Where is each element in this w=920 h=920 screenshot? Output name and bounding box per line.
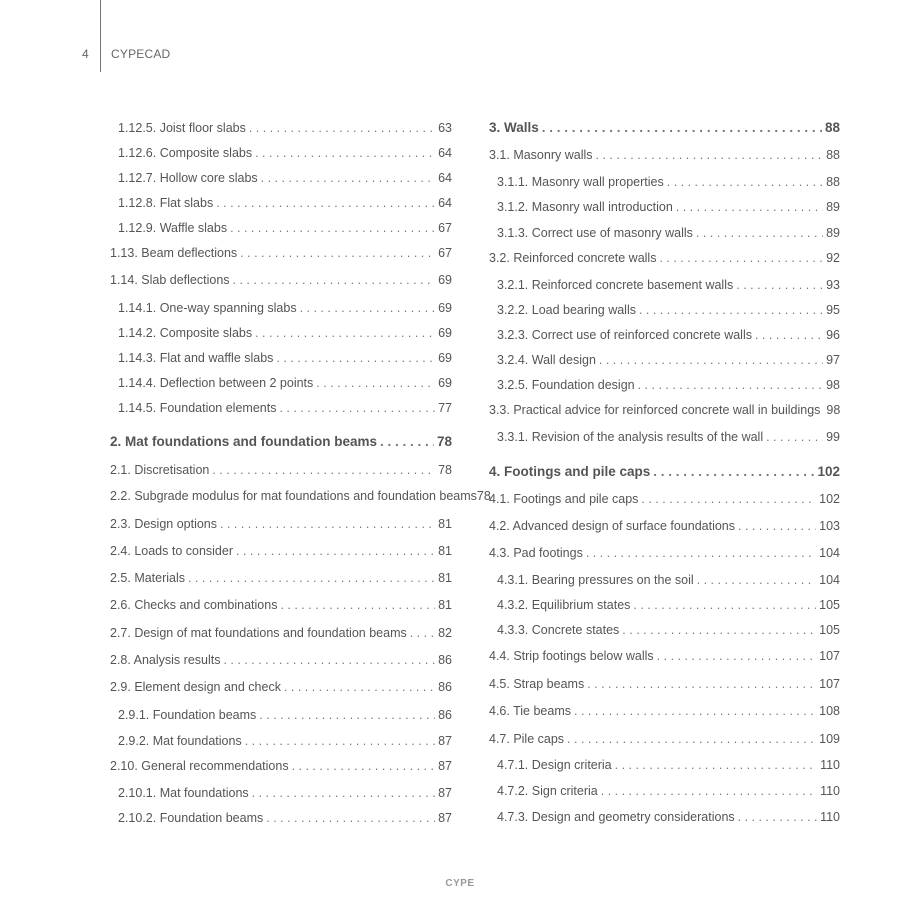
toc-entry-label: 2.10. General recommendations xyxy=(110,759,289,773)
toc-dot-leader xyxy=(223,652,435,668)
toc-entry-label: 2.9. Element design and check xyxy=(110,680,281,694)
toc-entry-page: 89 xyxy=(826,200,840,214)
toc-entry-label: 1.14.1. One-way spanning slabs xyxy=(118,301,297,315)
toc-entry[interactable] xyxy=(489,225,840,241)
toc-entry-label: 3.1.2. Masonry wall introduction xyxy=(497,200,673,214)
toc-dot-leader xyxy=(738,518,816,534)
toc-entry-page: 67 xyxy=(438,246,452,260)
toc-entry-page: 64 xyxy=(438,196,452,210)
running-header-title: CYPECAD xyxy=(111,47,171,61)
toc-entry-page: 96 xyxy=(826,328,840,342)
toc-entry[interactable] xyxy=(489,174,840,190)
toc-entry-label: 1.12.7. Hollow core slabs xyxy=(118,171,258,185)
toc-entry-label: 4.7. Pile caps xyxy=(489,732,565,746)
toc-dot-leader xyxy=(659,250,823,266)
toc-entry-page: 69 xyxy=(438,351,452,365)
toc-entry-label: 1.14.2. Composite slabs xyxy=(118,326,253,340)
toc-entry-page: 89 xyxy=(826,226,840,240)
toc-entry[interactable] xyxy=(489,199,840,215)
toc-dot-leader xyxy=(276,350,435,366)
toc-entry-label: 4.7.2. Sign criteria xyxy=(497,784,598,798)
toc-dot-leader xyxy=(615,757,817,773)
toc-entry-label: 3.2.2. Load bearing walls xyxy=(497,303,636,317)
toc-entry-label: 3.2.5. Foundation design xyxy=(497,378,635,392)
toc-entry-label: 2.5. Materials xyxy=(110,571,186,585)
toc-dot-leader xyxy=(638,377,823,393)
toc-entry-label: 4.5. Strap beams xyxy=(489,677,585,691)
toc-dot-leader xyxy=(653,464,814,480)
toc-entry-page: 81 xyxy=(438,544,452,558)
toc-entry-label: 2.8. Analysis results xyxy=(110,653,221,667)
toc-entry-page: 78 xyxy=(476,489,491,503)
toc-entry[interactable] xyxy=(110,120,452,136)
toc-entry-page: 78 xyxy=(436,434,452,449)
toc-entry[interactable] xyxy=(110,400,452,416)
toc-entry-label: 3.1. Masonry walls xyxy=(489,148,593,162)
toc-dot-leader xyxy=(300,300,436,316)
toc-entry-page: 88 xyxy=(826,175,840,189)
toc-entry[interactable] xyxy=(110,245,452,261)
toc-entry-label: 1.12.5. Joist floor slabs xyxy=(118,121,246,135)
toc-dot-leader xyxy=(280,597,435,613)
toc-entry-page: 64 xyxy=(438,171,452,185)
toc-entry[interactable] xyxy=(110,785,452,801)
toc-entry[interactable] xyxy=(489,302,840,318)
toc-entry[interactable] xyxy=(489,327,840,343)
toc-dot-leader xyxy=(599,352,823,368)
toc-dot-leader xyxy=(586,545,816,561)
toc-entry-label: 4.2. Advanced design of surface foundations xyxy=(489,519,736,533)
toc-entry[interactable] xyxy=(110,679,452,695)
toc-entry-label: 2.9.2. Mat foundations xyxy=(118,734,242,748)
toc-entry-label: 1.12.8. Flat slabs xyxy=(118,196,214,210)
toc-entry[interactable] xyxy=(489,352,840,368)
toc-entry-label: 3. Walls xyxy=(489,120,539,135)
header-divider xyxy=(100,0,101,72)
toc-entry-label: 4. Footings and pile caps xyxy=(489,464,651,479)
toc-entry-page: 87 xyxy=(438,759,452,773)
toc-entry-label: 3.2.1. Reinforced concrete basement walls xyxy=(497,278,734,292)
toc-entry-page: 63 xyxy=(438,121,452,135)
toc-dot-leader xyxy=(755,327,823,343)
toc-entry-page: 103 xyxy=(819,519,840,533)
toc-entry-label: 2.3. Design options xyxy=(110,517,218,531)
toc-entry-label: 4.3.2. Equilibrium states xyxy=(497,598,631,612)
toc-entry-label: 3.3. Practical advice for reinforced concrete wall in buildings xyxy=(489,403,821,417)
toc-dot-leader xyxy=(657,648,816,664)
toc-entry-page: 110 xyxy=(820,810,840,824)
toc-dot-leader xyxy=(255,145,435,161)
toc-entry[interactable] xyxy=(110,462,452,478)
toc-entry-page: 104 xyxy=(819,546,840,560)
toc-entry[interactable] xyxy=(489,518,840,534)
toc-dot-leader xyxy=(212,462,435,478)
toc-entry-page: 64 xyxy=(438,146,452,160)
toc-dot-leader xyxy=(266,810,435,826)
toc-dot-leader xyxy=(249,120,435,136)
toc-entry-page: 107 xyxy=(819,649,840,663)
toc-dot-leader xyxy=(542,120,822,136)
toc-entry-page: 81 xyxy=(438,598,452,612)
toc-dot-leader xyxy=(292,758,436,774)
toc-entry-page: 98 xyxy=(826,403,841,417)
toc-entry-label: 1.14. Slab deflections xyxy=(110,273,230,287)
toc-entry[interactable] xyxy=(489,464,840,480)
toc-entry-page: 95 xyxy=(826,303,840,317)
toc-dot-leader xyxy=(240,245,435,261)
toc-entry-page: 69 xyxy=(438,301,452,315)
toc-entry-label: 4.7.1. Design criteria xyxy=(497,758,612,772)
toc-dot-leader xyxy=(641,491,816,507)
toc-entry[interactable] xyxy=(110,300,452,316)
toc-entry-label: 1.14.4. Deflection between 2 points xyxy=(118,376,314,390)
toc-entry[interactable] xyxy=(489,783,840,799)
toc-entry-label: 2.6. Checks and combinations xyxy=(110,598,278,612)
toc-entry-label: 2.9.1. Foundation beams xyxy=(118,708,257,722)
toc-dot-leader xyxy=(252,785,435,801)
toc-dot-leader xyxy=(622,622,816,638)
footer-brand: CYPE xyxy=(445,878,475,889)
toc-entry[interactable] xyxy=(489,491,840,507)
toc-dot-leader xyxy=(284,679,435,695)
toc-entry-page: 82 xyxy=(438,626,452,640)
page-number: 4 xyxy=(82,47,89,61)
toc-dot-leader xyxy=(567,731,816,747)
toc-entry-page: 87 xyxy=(438,811,452,825)
toc-entry-page: 92 xyxy=(826,251,840,265)
toc-entry[interactable] xyxy=(110,652,452,668)
toc-entry[interactable] xyxy=(110,434,452,450)
toc-entry[interactable] xyxy=(489,731,840,747)
toc-entry-page: 97 xyxy=(826,353,840,367)
toc-entry[interactable] xyxy=(489,703,840,719)
toc-entry-label: 1.13. Beam deflections xyxy=(110,246,238,260)
toc-entry-label: 3.1.1. Masonry wall properties xyxy=(497,175,664,189)
toc-entry[interactable] xyxy=(110,707,452,723)
toc-entry-label: 2.10.1. Mat foundations xyxy=(118,786,249,800)
toc-entry[interactable] xyxy=(110,145,452,161)
toc-entry-page: 78 xyxy=(438,463,452,477)
toc-dot-leader xyxy=(261,170,435,186)
toc-entry-page: 86 xyxy=(438,680,452,694)
toc-entry-page: 105 xyxy=(819,623,840,637)
toc-dot-leader xyxy=(574,703,816,719)
toc-entry-label: 2.2. Subgrade modulus for mat foundations and foundation beams xyxy=(110,489,477,503)
toc-entry[interactable] xyxy=(489,676,840,692)
toc-dot-leader xyxy=(279,400,435,416)
toc-entry-page: 81 xyxy=(438,571,452,585)
toc-dot-leader xyxy=(601,783,817,799)
toc-entry[interactable] xyxy=(489,277,840,293)
toc-dot-leader xyxy=(316,375,435,391)
toc-entry-label: 1.12.9. Waffle slabs xyxy=(118,221,228,235)
toc-entry[interactable] xyxy=(489,622,840,638)
toc-entry-label: 4.3.3. Concrete states xyxy=(497,623,620,637)
toc-entry-label: 1.12.6. Composite slabs xyxy=(118,146,253,160)
toc-entry[interactable] xyxy=(489,120,840,136)
toc-entry[interactable] xyxy=(489,402,840,418)
toc-entry-page: 108 xyxy=(819,704,840,718)
toc-dot-leader xyxy=(236,543,435,559)
toc-entry-page: 107 xyxy=(819,677,840,691)
toc-entry-page: 98 xyxy=(826,378,840,392)
toc-entry-label: 2.7. Design of mat foundations and foundation beams xyxy=(110,626,407,640)
toc-entry-page: 69 xyxy=(438,376,452,390)
toc-entry-page: 87 xyxy=(438,734,452,748)
toc-entry-label: 4.4. Strip footings below walls xyxy=(489,649,654,663)
toc-entry-label: 3.2.4. Wall design xyxy=(497,353,596,367)
toc-dot-leader xyxy=(696,225,823,241)
toc-entry[interactable] xyxy=(110,758,452,774)
toc-dot-leader xyxy=(596,147,824,163)
toc-dot-leader xyxy=(233,272,436,288)
toc-dot-leader xyxy=(633,597,816,613)
toc-entry-page: 69 xyxy=(438,326,452,340)
toc-dot-leader xyxy=(259,707,435,723)
toc-dot-leader xyxy=(639,302,823,318)
toc-entry-label: 4.3. Pad footings xyxy=(489,546,583,560)
toc-entry-label: 1.14.5. Foundation elements xyxy=(118,401,277,415)
toc-dot-leader xyxy=(738,809,817,825)
toc-dot-leader xyxy=(676,199,823,215)
toc-dot-leader xyxy=(380,434,434,450)
toc-entry[interactable] xyxy=(489,545,840,561)
toc-entry[interactable] xyxy=(110,375,452,391)
toc-dot-leader xyxy=(216,195,435,211)
toc-entry[interactable] xyxy=(489,757,840,773)
toc-entry[interactable] xyxy=(489,597,840,613)
toc-dot-leader xyxy=(410,625,435,641)
toc-entry-label: 4.6. Tie beams xyxy=(489,704,571,718)
toc-entry[interactable] xyxy=(110,325,452,341)
toc-entry[interactable] xyxy=(489,429,840,445)
toc-entry-label: 3.2. Reinforced concrete walls xyxy=(489,251,657,265)
toc-entry-page: 67 xyxy=(438,221,452,235)
toc-entry[interactable] xyxy=(110,625,452,641)
toc-entry-label: 2.4. Loads to consider xyxy=(110,544,233,558)
toc-entry-page: 88 xyxy=(824,120,840,135)
toc-dot-leader xyxy=(255,325,435,341)
toc-entry-page: 102 xyxy=(817,464,840,479)
toc-entry-page: 109 xyxy=(819,732,840,746)
toc-entry-page: 110 xyxy=(820,758,840,772)
toc-entry-page: 110 xyxy=(820,784,840,798)
toc-entry[interactable] xyxy=(489,648,840,664)
toc-entry[interactable] xyxy=(110,272,452,288)
toc-entry[interactable] xyxy=(489,377,840,393)
toc-dot-leader xyxy=(587,676,816,692)
toc-entry[interactable] xyxy=(110,350,452,366)
toc-entry-page: 88 xyxy=(826,148,840,162)
toc-entry[interactable] xyxy=(110,516,452,532)
toc-entry[interactable] xyxy=(110,195,452,211)
toc-entry[interactable] xyxy=(489,147,840,163)
toc-entry[interactable] xyxy=(110,220,452,236)
toc-entry[interactable] xyxy=(110,170,452,186)
toc-entry[interactable] xyxy=(110,543,452,559)
toc-entry-page: 93 xyxy=(826,278,840,292)
toc-entry[interactable] xyxy=(110,733,452,749)
toc-entry[interactable] xyxy=(110,810,452,826)
toc-entry-label: 2.10.2. Foundation beams xyxy=(118,811,264,825)
toc-dot-leader xyxy=(188,570,435,586)
toc-entry-page: 105 xyxy=(819,598,840,612)
toc-entry-label: 3.3.1. Revision of the analysis results of the wall xyxy=(497,430,764,444)
toc-entry-page: 102 xyxy=(819,492,840,506)
toc-dot-leader xyxy=(245,733,435,749)
toc-entry-page: 86 xyxy=(438,653,452,667)
toc-dot-leader xyxy=(220,516,435,532)
toc-dot-leader xyxy=(667,174,823,190)
toc-dot-leader xyxy=(230,220,435,236)
toc-entry[interactable] xyxy=(489,250,840,266)
toc-entry[interactable] xyxy=(110,597,452,613)
toc-dot-leader xyxy=(736,277,823,293)
toc-entry[interactable] xyxy=(489,809,840,825)
toc-entry[interactable] xyxy=(489,572,840,588)
toc-entry-page: 69 xyxy=(438,273,452,287)
toc-entry-page: 99 xyxy=(826,430,840,444)
toc-entry-label: 2.1. Discretisation xyxy=(110,463,210,477)
toc-entry-label: 3.1.3. Correct use of masonry walls xyxy=(497,226,693,240)
toc-dot-leader xyxy=(697,572,816,588)
toc-entry-label: 1.14.3. Flat and waffle slabs xyxy=(118,351,274,365)
toc-entry[interactable] xyxy=(110,488,491,504)
toc-entry[interactable] xyxy=(110,570,452,586)
toc-dot-leader xyxy=(766,429,823,445)
toc-entry-page: 86 xyxy=(438,708,452,722)
toc-entry-page: 87 xyxy=(438,786,452,800)
toc-entry-page: 104 xyxy=(819,573,840,587)
toc-entry-page: 77 xyxy=(438,401,452,415)
toc-entry-label: 2. Mat foundations and foundation beams xyxy=(110,434,378,449)
toc-entry-label: 4.1. Footings and pile caps xyxy=(489,492,639,506)
toc-entry-label: 3.2.3. Correct use of reinforced concrete walls xyxy=(497,328,752,342)
toc-entry-label: 4.7.3. Design and geometry considerations xyxy=(497,810,735,824)
toc-entry-page: 81 xyxy=(438,517,452,531)
toc-entry-label: 4.3.1. Bearing pressures on the soil xyxy=(497,573,694,587)
